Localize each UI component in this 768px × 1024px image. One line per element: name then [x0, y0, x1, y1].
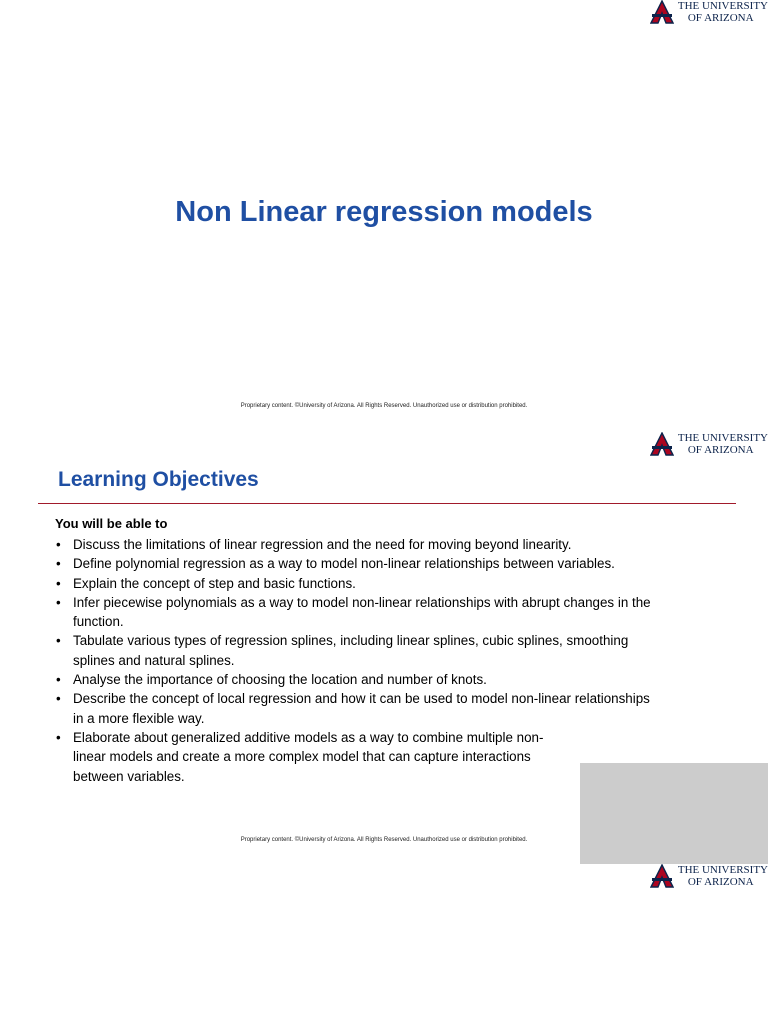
list-item: • Explain the concept of step and basic functions.: [55, 574, 685, 593]
list-item: • Define polynomial regression as a way to model non-linear relationships between variables.: [55, 554, 633, 573]
list-item: • Infer piecewise polynomials as a way to model non-linear relationships with abrupt changes in the function.: [55, 593, 693, 632]
arizona-a-icon: [650, 0, 674, 24]
proprietary-footer: Proprietary content. ©University of Arizona. All Rights Reserved. Unauthorized use or distribution prohibited.: [240, 403, 528, 409]
arizona-a-icon: [650, 432, 674, 456]
logo-line-2: OF ARIZONA: [687, 12, 754, 24]
objectives-list: [55, 535, 685, 786]
logo-line-2: OF ARIZONA: [687, 876, 754, 888]
list-item: • Discuss the limitations of linear regression and the need for moving beyond linearity.: [55, 535, 685, 554]
logo-line-2: OF ARIZONA: [687, 444, 754, 456]
slide-title: Non Linear regression models: [175, 196, 593, 228]
university-logo: [650, 432, 768, 456]
arizona-a-icon: [650, 864, 674, 888]
proprietary-footer: Proprietary content. ©University of Arizona. All Rights Reserved. Unauthorized use or distribution prohibited.: [240, 837, 528, 843]
list-item: • Describe the concept of local regression and how it can be used to model non-linear relationships in a more flexible way.: [55, 689, 653, 728]
title-divider: [38, 503, 736, 504]
logo-line-1: THE UNIVERSITY: [677, 0, 768, 12]
logo-line-1: THE UNIVERSITY: [677, 864, 768, 876]
section-title: Learning Objectives: [58, 468, 259, 491]
logo-line-1: THE UNIVERSITY: [677, 432, 768, 444]
learning-objectives-slide: [0, 432, 768, 864]
image-placeholder: [580, 763, 768, 866]
title-slide: [0, 0, 768, 432]
list-item: • Analyse the importance of choosing the location and number of knots.: [55, 670, 685, 689]
list-item: • Tabulate various types of regression splines, including linear splines, cubic splines, smoothing splines and natural splines.: [55, 631, 633, 670]
objectives-intro: You will be able to: [55, 516, 168, 531]
next-slide: [0, 864, 768, 1024]
university-logo: [650, 0, 768, 24]
list-item: • Elaborate about generalized additive models as a way to combine multiple non-linear models and create a more complex model that can capture interactions between variables.: [55, 728, 563, 786]
university-logo: [650, 864, 768, 888]
